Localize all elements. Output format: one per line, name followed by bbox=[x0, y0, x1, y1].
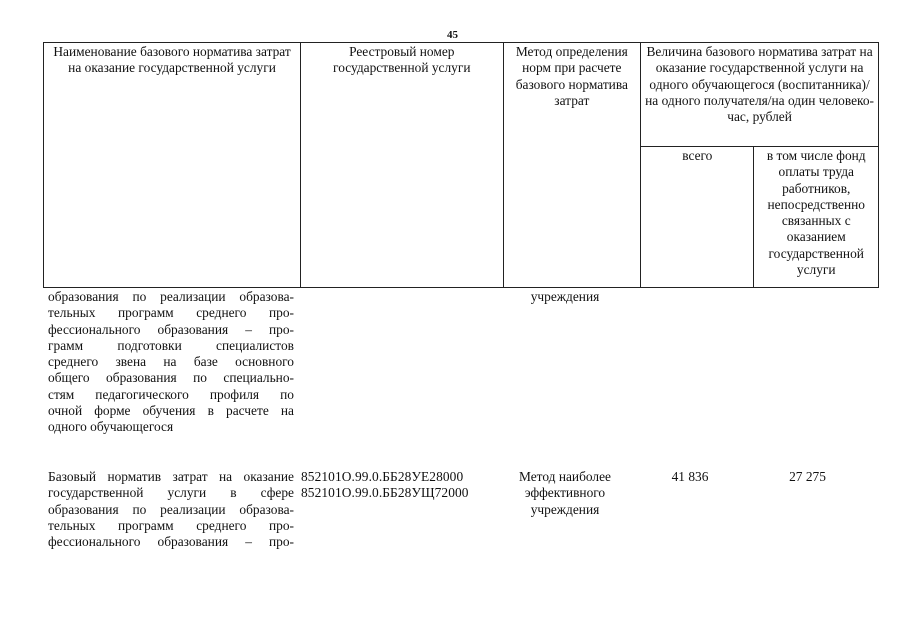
row-next-method bbox=[497, 469, 633, 518]
name-line: фессионального образования – про- bbox=[48, 534, 294, 550]
name-line: образования по реализации образова- bbox=[48, 501, 294, 517]
method-line: учреждения bbox=[530, 501, 600, 517]
row-next-registry bbox=[301, 469, 501, 502]
method-line: эффективного bbox=[524, 485, 606, 501]
row-next-name bbox=[48, 469, 294, 550]
name-line: фессионального образования – про- bbox=[48, 321, 294, 337]
name-line: Базовый норматив затрат на оказание bbox=[48, 469, 294, 484]
header-method-cell: Метод определения норм при расчете базового норматива затрат bbox=[503, 43, 641, 288]
name-line: стям педагогического профиля по bbox=[48, 386, 294, 402]
name-line: грамм подготовки специалистов bbox=[48, 337, 294, 353]
name-line: тельных программ среднего про- bbox=[48, 517, 294, 533]
method-line: Метод наиболее bbox=[519, 469, 611, 484]
name-line: тельных программ среднего про- bbox=[48, 305, 294, 321]
header-value-cell: Величина базового норматива затрат на оказание государственной услуги на одного обучающегося (воспитанника)/на одного получателя/на один человеко-час, рублей bbox=[641, 43, 879, 147]
name-line: общего образования по специально- bbox=[48, 370, 294, 386]
row-continued-name bbox=[48, 289, 294, 436]
name-line: очной форме обучения в расчете на bbox=[48, 403, 294, 419]
header-registry-cell: Реестровый номер государственной услуги bbox=[301, 43, 503, 288]
name-line: среднего звена на базе основного bbox=[48, 354, 294, 370]
table-header bbox=[43, 42, 879, 288]
row-next-total: 41 836 bbox=[671, 469, 709, 484]
page-number: 45 bbox=[447, 29, 458, 41]
header-total-cell: всего bbox=[641, 147, 754, 288]
name-line: государственной услуги в сфере bbox=[48, 485, 294, 501]
row-next-fund: 27 275 bbox=[789, 469, 826, 484]
registry-number: 852101О.99.0.ББ28УЕ28000 bbox=[301, 469, 464, 484]
name-line: одного обучающегося bbox=[48, 419, 174, 435]
name-line: образования по реализации образова- bbox=[48, 289, 294, 304]
header-name-cell: Наименование базового норматива затрат на оказание государственной услуги bbox=[44, 43, 301, 288]
header-fund-cell: в том числе фонд оплаты труда работников, непосредственно связанных с оказанием государственной услуги bbox=[754, 147, 879, 288]
registry-number: 852101О.99.0.ББ28УЩ72000 bbox=[301, 485, 469, 501]
row-continued-method: учреждения bbox=[530, 289, 600, 304]
